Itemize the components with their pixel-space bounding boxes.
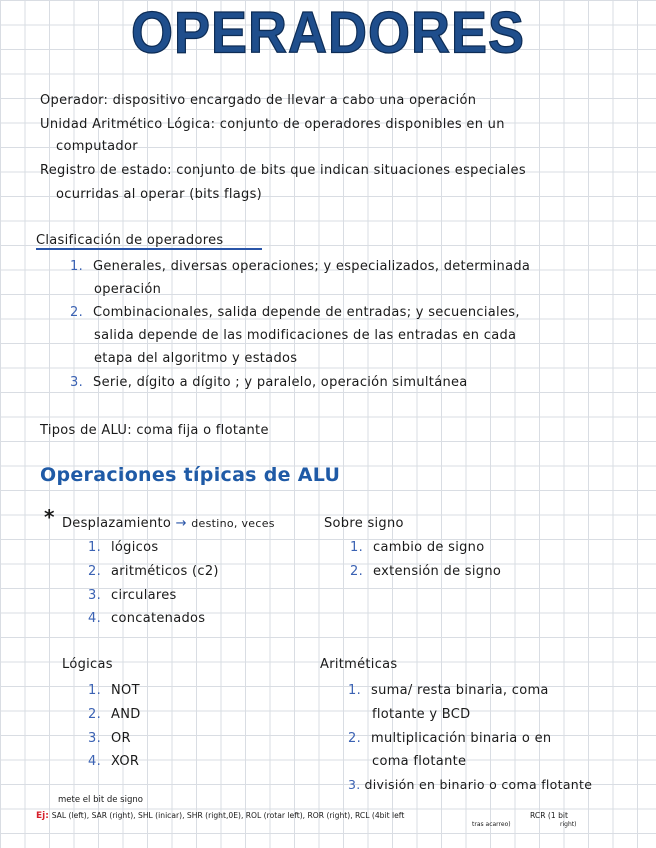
item-text: Generales, diversas operaciones; y especializados, determinada: [93, 259, 531, 274]
aritmeticas-item-2-cont: coma flotante: [372, 754, 467, 769]
item-number: 1.: [88, 683, 102, 698]
clasificacion-item-3: [70, 375, 468, 390]
footer-rcr: RCR (1 bit: [530, 811, 569, 820]
logicas-item-4: [88, 754, 139, 769]
footer-rcl-sub: tras acarreo): [472, 821, 511, 828]
item-number: 1.: [70, 259, 84, 274]
sobre-signo-label: Sobre signo: [324, 516, 404, 531]
item-text: aritméticos (c2): [111, 564, 219, 579]
logicas-item-2: [88, 707, 141, 722]
arrow-right-icon: →: [175, 516, 187, 531]
clasificacion-item-1-cont: operación: [94, 282, 162, 297]
clasificacion-item-2: [70, 305, 520, 320]
desplazamiento-item-3: [88, 588, 177, 603]
aritmeticas-item-1-cont: flotante y BCD: [372, 707, 471, 722]
clasificacion-item-2-cont: salida depende de las modificaciones de las entradas en cada: [94, 328, 517, 343]
desplazamiento-text: Desplazamiento: [62, 516, 172, 531]
desplazamiento-label: [62, 516, 275, 531]
aritmeticas-item-3: [348, 777, 592, 792]
item-text: cambio de signo: [373, 540, 485, 555]
page-title: OPERADORES: [130, 0, 526, 66]
item-number: 2.: [70, 305, 84, 320]
footer-note: mete el bit de signo: [58, 795, 143, 805]
sobre-signo-item-1: [350, 540, 484, 555]
definition-registro-cont: ocurridas al operar (bits flags): [56, 187, 263, 202]
item-text: Serie, dígito a dígito ; y paralelo, operación simultánea: [93, 375, 468, 390]
item-text: extensión de signo: [373, 564, 502, 579]
item-text: circulares: [111, 588, 177, 603]
item-text: división en binario o coma flotante: [364, 777, 593, 792]
footer-example-line: [36, 811, 404, 821]
aritmeticas-item-1: [348, 683, 549, 698]
logicas-item-1: [88, 683, 140, 698]
ej-label: Ej:: [36, 811, 49, 821]
clasificacion-item-2-cont2: etapa del algoritmo y estados: [94, 351, 298, 366]
item-number: 2.: [88, 707, 102, 722]
desplazamiento-item-1: [88, 540, 158, 555]
item-number: 2.: [348, 731, 362, 746]
item-text: concatenados: [111, 611, 206, 626]
definition-operador: Operador: dispositivo encargado de llevar a cabo una operación: [40, 93, 477, 108]
aritmeticas-label: Aritméticas: [320, 657, 398, 672]
sobre-signo-item-2: [350, 564, 501, 579]
item-number: 4.: [88, 754, 102, 769]
item-text: Combinacionales, salida depende de entradas; y secuenciales,: [93, 305, 520, 320]
item-number: 1.: [348, 683, 362, 698]
item-text: AND: [111, 707, 141, 722]
item-text: XOR: [111, 754, 140, 769]
clasificacion-heading: Clasificación de operadores: [36, 233, 262, 250]
item-number: 3.: [70, 375, 84, 390]
asterisk-icon: *: [44, 505, 55, 529]
item-text: NOT: [111, 683, 140, 698]
definition-registro: Registro de estado: conjunto de bits que indican situaciones especiales: [40, 163, 526, 178]
item-number: 2.: [88, 564, 102, 579]
item-number: 3.: [88, 588, 102, 603]
tipos-alu: Tipos de ALU: coma fija o flotante: [40, 423, 269, 438]
footer-rcr-sub: right): [560, 821, 577, 828]
item-number: 3.: [88, 731, 102, 746]
clasificacion-item-1: [70, 259, 530, 274]
item-number: 1.: [350, 540, 364, 555]
footer-examples-text: SAL (left), SAR (right), SHL (inicar), SHR (right,0E), ROL (rotar left), ROR (right), RCL (4bit left: [51, 811, 405, 820]
aritmeticas-item-2: [348, 731, 551, 746]
item-number: 1.: [88, 540, 102, 555]
item-number: 3.: [348, 777, 361, 792]
operaciones-heading: Operaciones típicas de ALU: [40, 464, 341, 486]
definition-alu: Unidad Aritmético Lógica: conjunto de operadores disponibles en un: [40, 117, 505, 132]
definition-alu-cont: computador: [56, 139, 138, 154]
desplazamiento-note: destino, veces: [191, 517, 275, 530]
item-text: multiplicación binaria o en: [371, 731, 552, 746]
desplazamiento-item-4: [88, 611, 205, 626]
desplazamiento-item-2: [88, 564, 219, 579]
item-number: 2.: [350, 564, 364, 579]
item-text: suma/ resta binaria, coma: [371, 683, 549, 698]
logicas-item-3: [88, 731, 131, 746]
item-text: lógicos: [111, 540, 159, 555]
logicas-label: Lógicas: [62, 657, 113, 672]
item-number: 4.: [88, 611, 102, 626]
item-text: OR: [111, 731, 131, 746]
